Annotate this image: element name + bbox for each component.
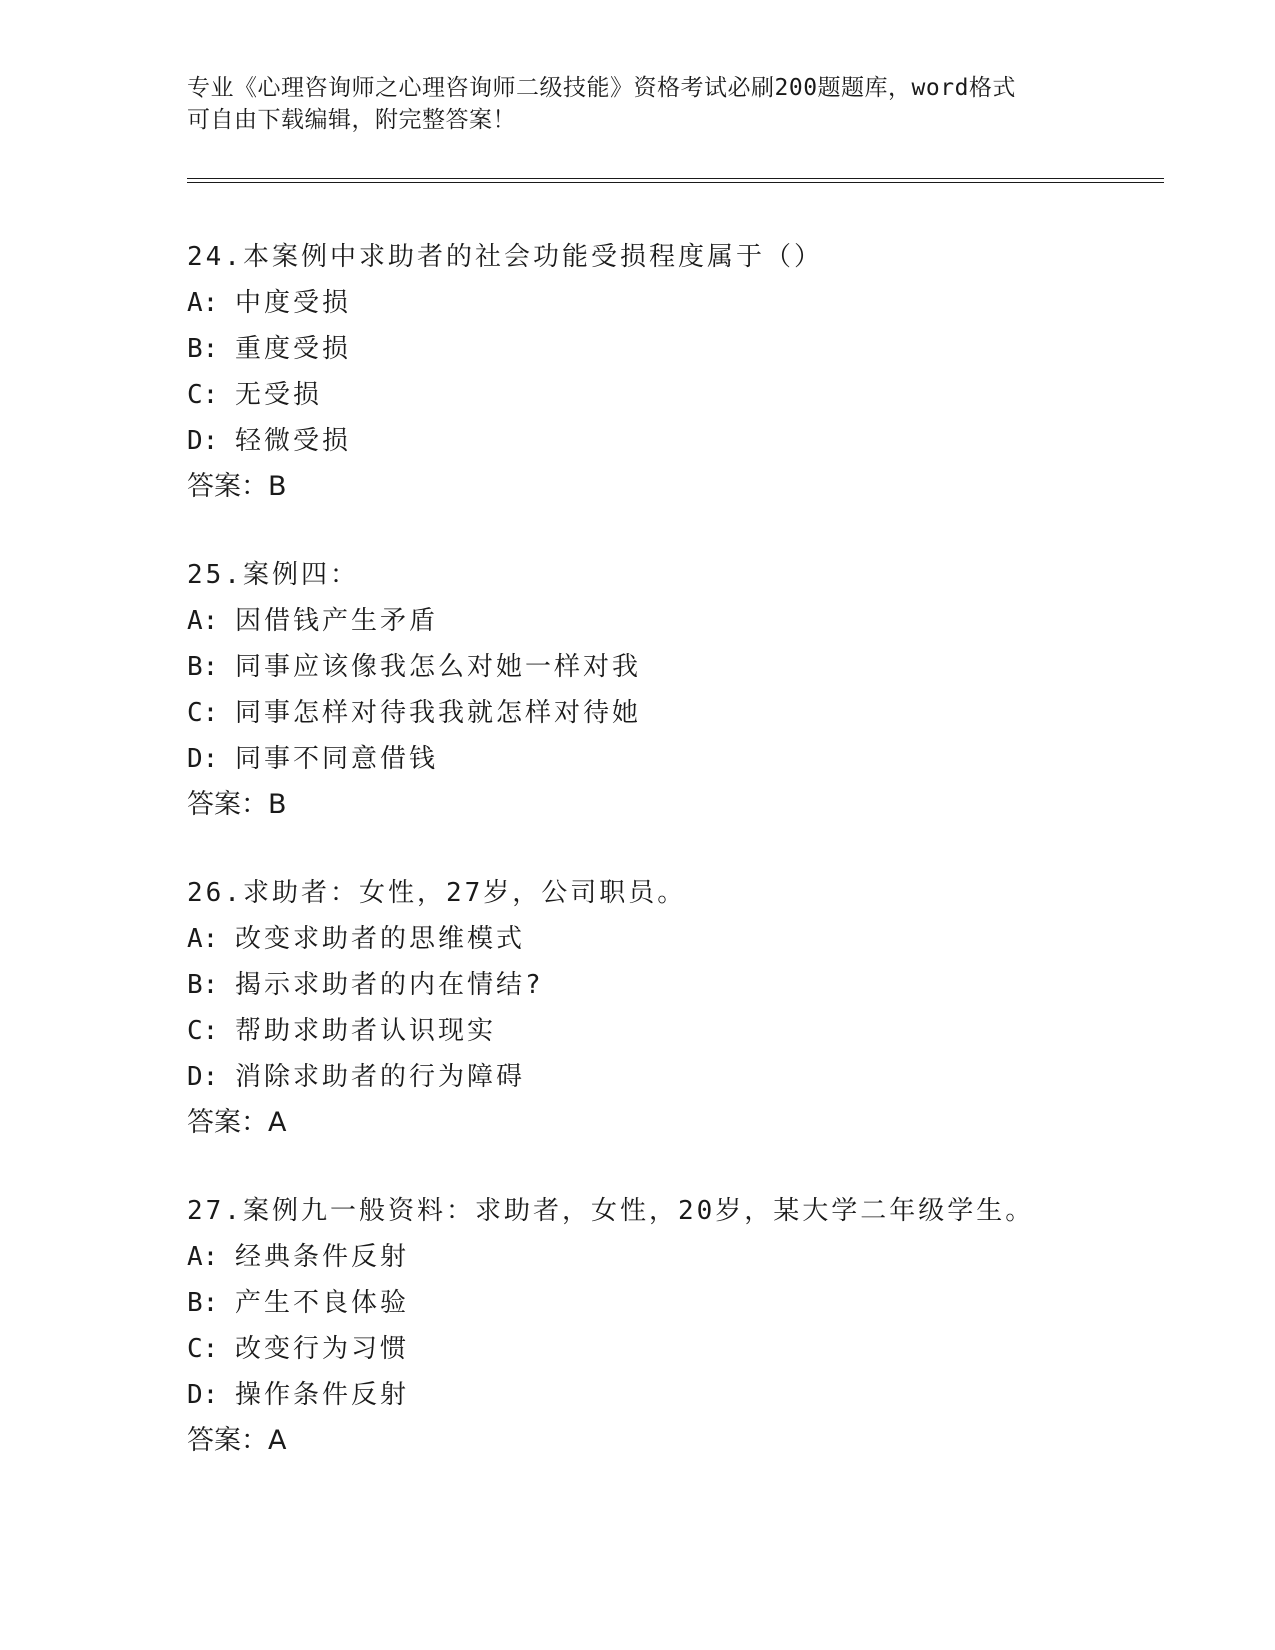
option-d (187, 736, 1187, 782)
document-header (187, 72, 1067, 136)
question-stem: 24.本案例中求助者的社会功能受损程度属于（） (187, 242, 823, 272)
option-c (187, 690, 1187, 736)
option-text: 同事怎样对待我我就怎样对待她 (235, 698, 642, 728)
answer-line: 答案：A (187, 1425, 287, 1456)
question-27 (187, 1188, 1187, 1464)
answer-line: 答案：B (187, 789, 287, 820)
question-stem: 26.求助者：女性，27岁，公司职员。 (187, 878, 687, 908)
option-letter: C: (187, 698, 219, 728)
option-text: 帮助求助者认识现实 (235, 1016, 497, 1046)
option-letter: D: (187, 1062, 219, 1092)
header-double-rule (187, 178, 1164, 183)
option-text: 轻微受损 (235, 426, 352, 456)
answer-line: 答案：A (187, 1107, 287, 1138)
option-letter: B: (187, 970, 219, 1000)
option-text: 消除求助者的行为障碍 (235, 1062, 526, 1092)
option-text: 操作条件反射 (235, 1380, 410, 1410)
question-stem: 25.案例四： (187, 560, 359, 590)
option-text: 同事应该像我怎么对她一样对我 (235, 652, 642, 682)
option-letter: C: (187, 1016, 219, 1046)
option-a (187, 598, 1187, 644)
option-a (187, 1234, 1187, 1280)
option-c (187, 1326, 1187, 1372)
option-b (187, 962, 1187, 1008)
option-b (187, 326, 1187, 372)
option-letter: B: (187, 334, 219, 364)
option-text: 改变行为习惯 (235, 1334, 410, 1364)
option-b (187, 1280, 1187, 1326)
option-letter: B: (187, 1288, 219, 1318)
option-d (187, 418, 1187, 464)
header-line-2: 可自由下载编辑，附完整答案！ (187, 107, 516, 133)
option-text: 经典条件反射 (235, 1242, 410, 1272)
option-c (187, 372, 1187, 418)
option-letter: A: (187, 606, 219, 636)
option-letter: D: (187, 1380, 219, 1410)
option-letter: D: (187, 744, 219, 774)
option-text: 改变求助者的思维模式 (235, 924, 526, 954)
option-text: 因借钱产生矛盾 (235, 606, 439, 636)
question-24 (187, 234, 1187, 510)
option-letter: B: (187, 652, 219, 682)
option-text: 无受损 (235, 380, 323, 410)
option-letter: A: (187, 1242, 219, 1272)
option-letter: D: (187, 426, 219, 456)
option-letter: A: (187, 288, 219, 318)
option-a (187, 916, 1187, 962)
option-text: 重度受损 (235, 334, 352, 364)
option-b (187, 644, 1187, 690)
question-25 (187, 552, 1187, 828)
question-stem: 27.案例九一般资料：求助者，女性，20岁，某大学二年级学生。 (187, 1196, 1035, 1226)
answer-line: 答案：B (187, 471, 287, 502)
option-text: 产生不良体验 (235, 1288, 410, 1318)
option-a (187, 280, 1187, 326)
option-text: 同事不同意借钱 (235, 744, 439, 774)
header-line-1: 专业《心理咨询师之心理咨询师二级技能》资格考试必刷200题题库，word格式 (187, 75, 1016, 101)
question-list (187, 234, 1187, 1506)
option-d (187, 1372, 1187, 1418)
question-26 (187, 870, 1187, 1146)
option-letter: C: (187, 1334, 219, 1364)
option-letter: A: (187, 924, 219, 954)
option-letter: C: (187, 380, 219, 410)
option-c (187, 1008, 1187, 1054)
option-text: 揭示求助者的内在情结? (235, 970, 544, 1000)
option-text: 中度受损 (235, 288, 352, 318)
option-d (187, 1054, 1187, 1100)
